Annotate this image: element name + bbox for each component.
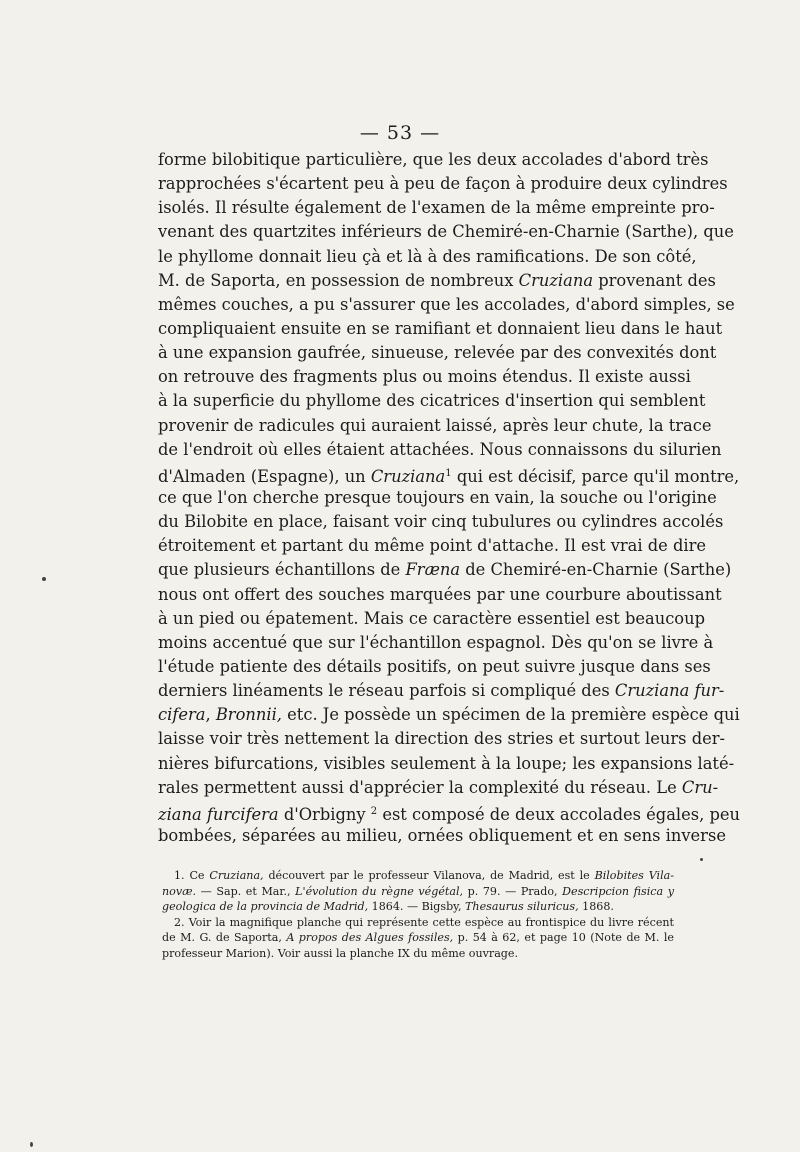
text-line [158, 269, 716, 293]
text-run: , [205, 705, 216, 725]
text-line: à un pied ou épatement. Mais ce caractère essentiel est beaucoup [158, 608, 706, 628]
text-line [158, 703, 740, 727]
text-line: compliquaient ensuite en se ramifiant et donnaient lieu dans le haut [158, 318, 723, 338]
text-run: etc. Je possède un spécimen de la première espèce qui [281, 705, 740, 725]
text-line [158, 462, 740, 486]
taxon-name: Cruziana [370, 466, 446, 486]
text-run: de Chemiré-en-Charnie (Sarthe) [460, 560, 732, 580]
book-title: A propos des Algues fossiles, [286, 931, 454, 944]
text-line [158, 679, 725, 703]
text-run: — Sap. et Mar., [196, 884, 296, 898]
footnote-line: 2. Voir la magnifique planche qui représente cette espèce au frontispice du livre récent [174, 915, 674, 929]
text-line [158, 558, 732, 582]
text-line: on retrouve des fragments plus ou moins étendus. Il existe aussi [158, 367, 691, 387]
text-line: isolés. Il résulte également de l'examen de la même empreinte pro- [158, 198, 715, 218]
text-line: le phyllome donnait lieu çà et là à des ramifications. De son côté, [158, 246, 697, 266]
text-line: nières bifurcations, visibles seulement à la loupe; les expansions laté- [158, 753, 735, 773]
footnote-line [162, 899, 674, 915]
taxon-name: Cru- [681, 777, 719, 797]
text-run: p. 54 à 62, et page 10 (Note de M. le [453, 931, 674, 944]
text-run: rales permettent aussi d'apprécier la complexité du réseau. Le [158, 777, 682, 797]
text-run: p. 79. — Prado, [463, 884, 563, 898]
taxon-name: Fræna [405, 560, 461, 580]
page-number: — 53 — [359, 122, 441, 144]
footnote-ref: 1 [445, 467, 452, 479]
text-run: qui est décisif, parce qu'il montre, [451, 466, 740, 486]
book-title: geologica de la provincia de Madrid, [162, 900, 369, 913]
text-run: 1868. [578, 900, 614, 913]
footnote-ref: 2 [370, 805, 378, 817]
book-title: Descripcion fisica y [562, 884, 674, 898]
text-run: derniers linéaments le réseau parfois si compliqué des [158, 681, 615, 701]
text-run: M. de Saporta, en possession de nombreux [158, 270, 519, 290]
text-line: provenir de radicules qui auraient laissé, après leur chute, la trace [158, 415, 712, 435]
text-run: découvert par le professeur Vilanova, de Madrid, est le [263, 869, 595, 882]
footnote-line: professeur Marion). Voir aussi la planche IX du même ouvrage. [162, 946, 519, 960]
text-line: laisse voir très nettement la direction des stries et surtout leurs der- [158, 729, 726, 749]
text-line [158, 776, 719, 800]
text-line: rapprochées s'écartent peu à peu de façon à produire deux cylindres [158, 174, 728, 194]
text-line: étroitement et partant du même point d'attache. Il est vrai de dire [158, 536, 707, 556]
text-run: 1. Ce [174, 869, 210, 882]
text-run: d'Orbigny [278, 804, 371, 824]
text-run: est composé de deux accolades égales, peu [377, 804, 741, 824]
text-line: bombées, séparées au milieu, ornées obliquement et en sens inverse [158, 825, 726, 845]
text-line: forme bilobitique particulière, que les deux accolades d'abord très [158, 150, 709, 169]
text-line: à la superficie du phyllome des cicatrices d'insertion qui semblent [158, 391, 706, 411]
text-line: moins accentué que sur l'échantillon espagnol. Dès qu'on se livre à [158, 632, 714, 652]
body-text [158, 148, 741, 848]
footnote-line [162, 868, 674, 884]
margin-speck [700, 858, 703, 861]
taxon-name: Bronnii, [215, 705, 282, 725]
text-line: à une expansion gaufrée, sinueuse, relevée par des convexités dont [158, 343, 717, 363]
text-run: d'Almaden (Espagne), un [158, 466, 371, 486]
footnote-line [162, 930, 674, 946]
book-title: Thesaurus siluricus, [465, 900, 579, 913]
taxon-name: Cruziana fur- [614, 681, 725, 701]
taxon-name: ziana furcifera [158, 804, 279, 824]
margin-speck [30, 1142, 33, 1147]
text-run: provenant des [593, 270, 716, 290]
taxon-name: novæ. [162, 884, 197, 898]
text-run: 1864. — Bigsby, [368, 900, 466, 913]
text-run: que plusieurs échantillons de [158, 560, 406, 580]
margin-speck [42, 577, 46, 581]
text-line [158, 800, 741, 824]
text-line: nous ont offert des souches marquées par une courbure aboutissant [158, 584, 722, 604]
text-line: l'étude patiente des détails positifs, on peut suivre jusque dans ses [158, 656, 711, 676]
book-title: L'évolution du règne végétal, [295, 884, 464, 898]
taxon-name: Cruziana [518, 270, 594, 290]
text-line: de l'endroit où elles étaient attachées. Nous connaissons du silurien [158, 439, 722, 459]
text-line: venant des quartzites inférieurs de Chemiré-en-Charnie (Sarthe), que [158, 222, 734, 242]
taxon-name: cifera [158, 705, 206, 725]
text-line: mêmes couches, a pu s'assurer que les accolades, d'abord simples, se [158, 294, 735, 314]
footnote-line [162, 884, 674, 900]
taxon-name: Cruziana, [209, 869, 264, 882]
footnotes [162, 868, 674, 961]
text-run: de M. G. de Saporta, [162, 931, 287, 944]
taxon-name: Bilobites Vila- [594, 869, 674, 882]
text-line: ce que l'on cherche presque toujours en vain, la souche ou l'origine [158, 487, 717, 507]
text-line: du Bilobite en place, faisant voir cinq tubulures ou cylindres accolés [158, 512, 724, 532]
